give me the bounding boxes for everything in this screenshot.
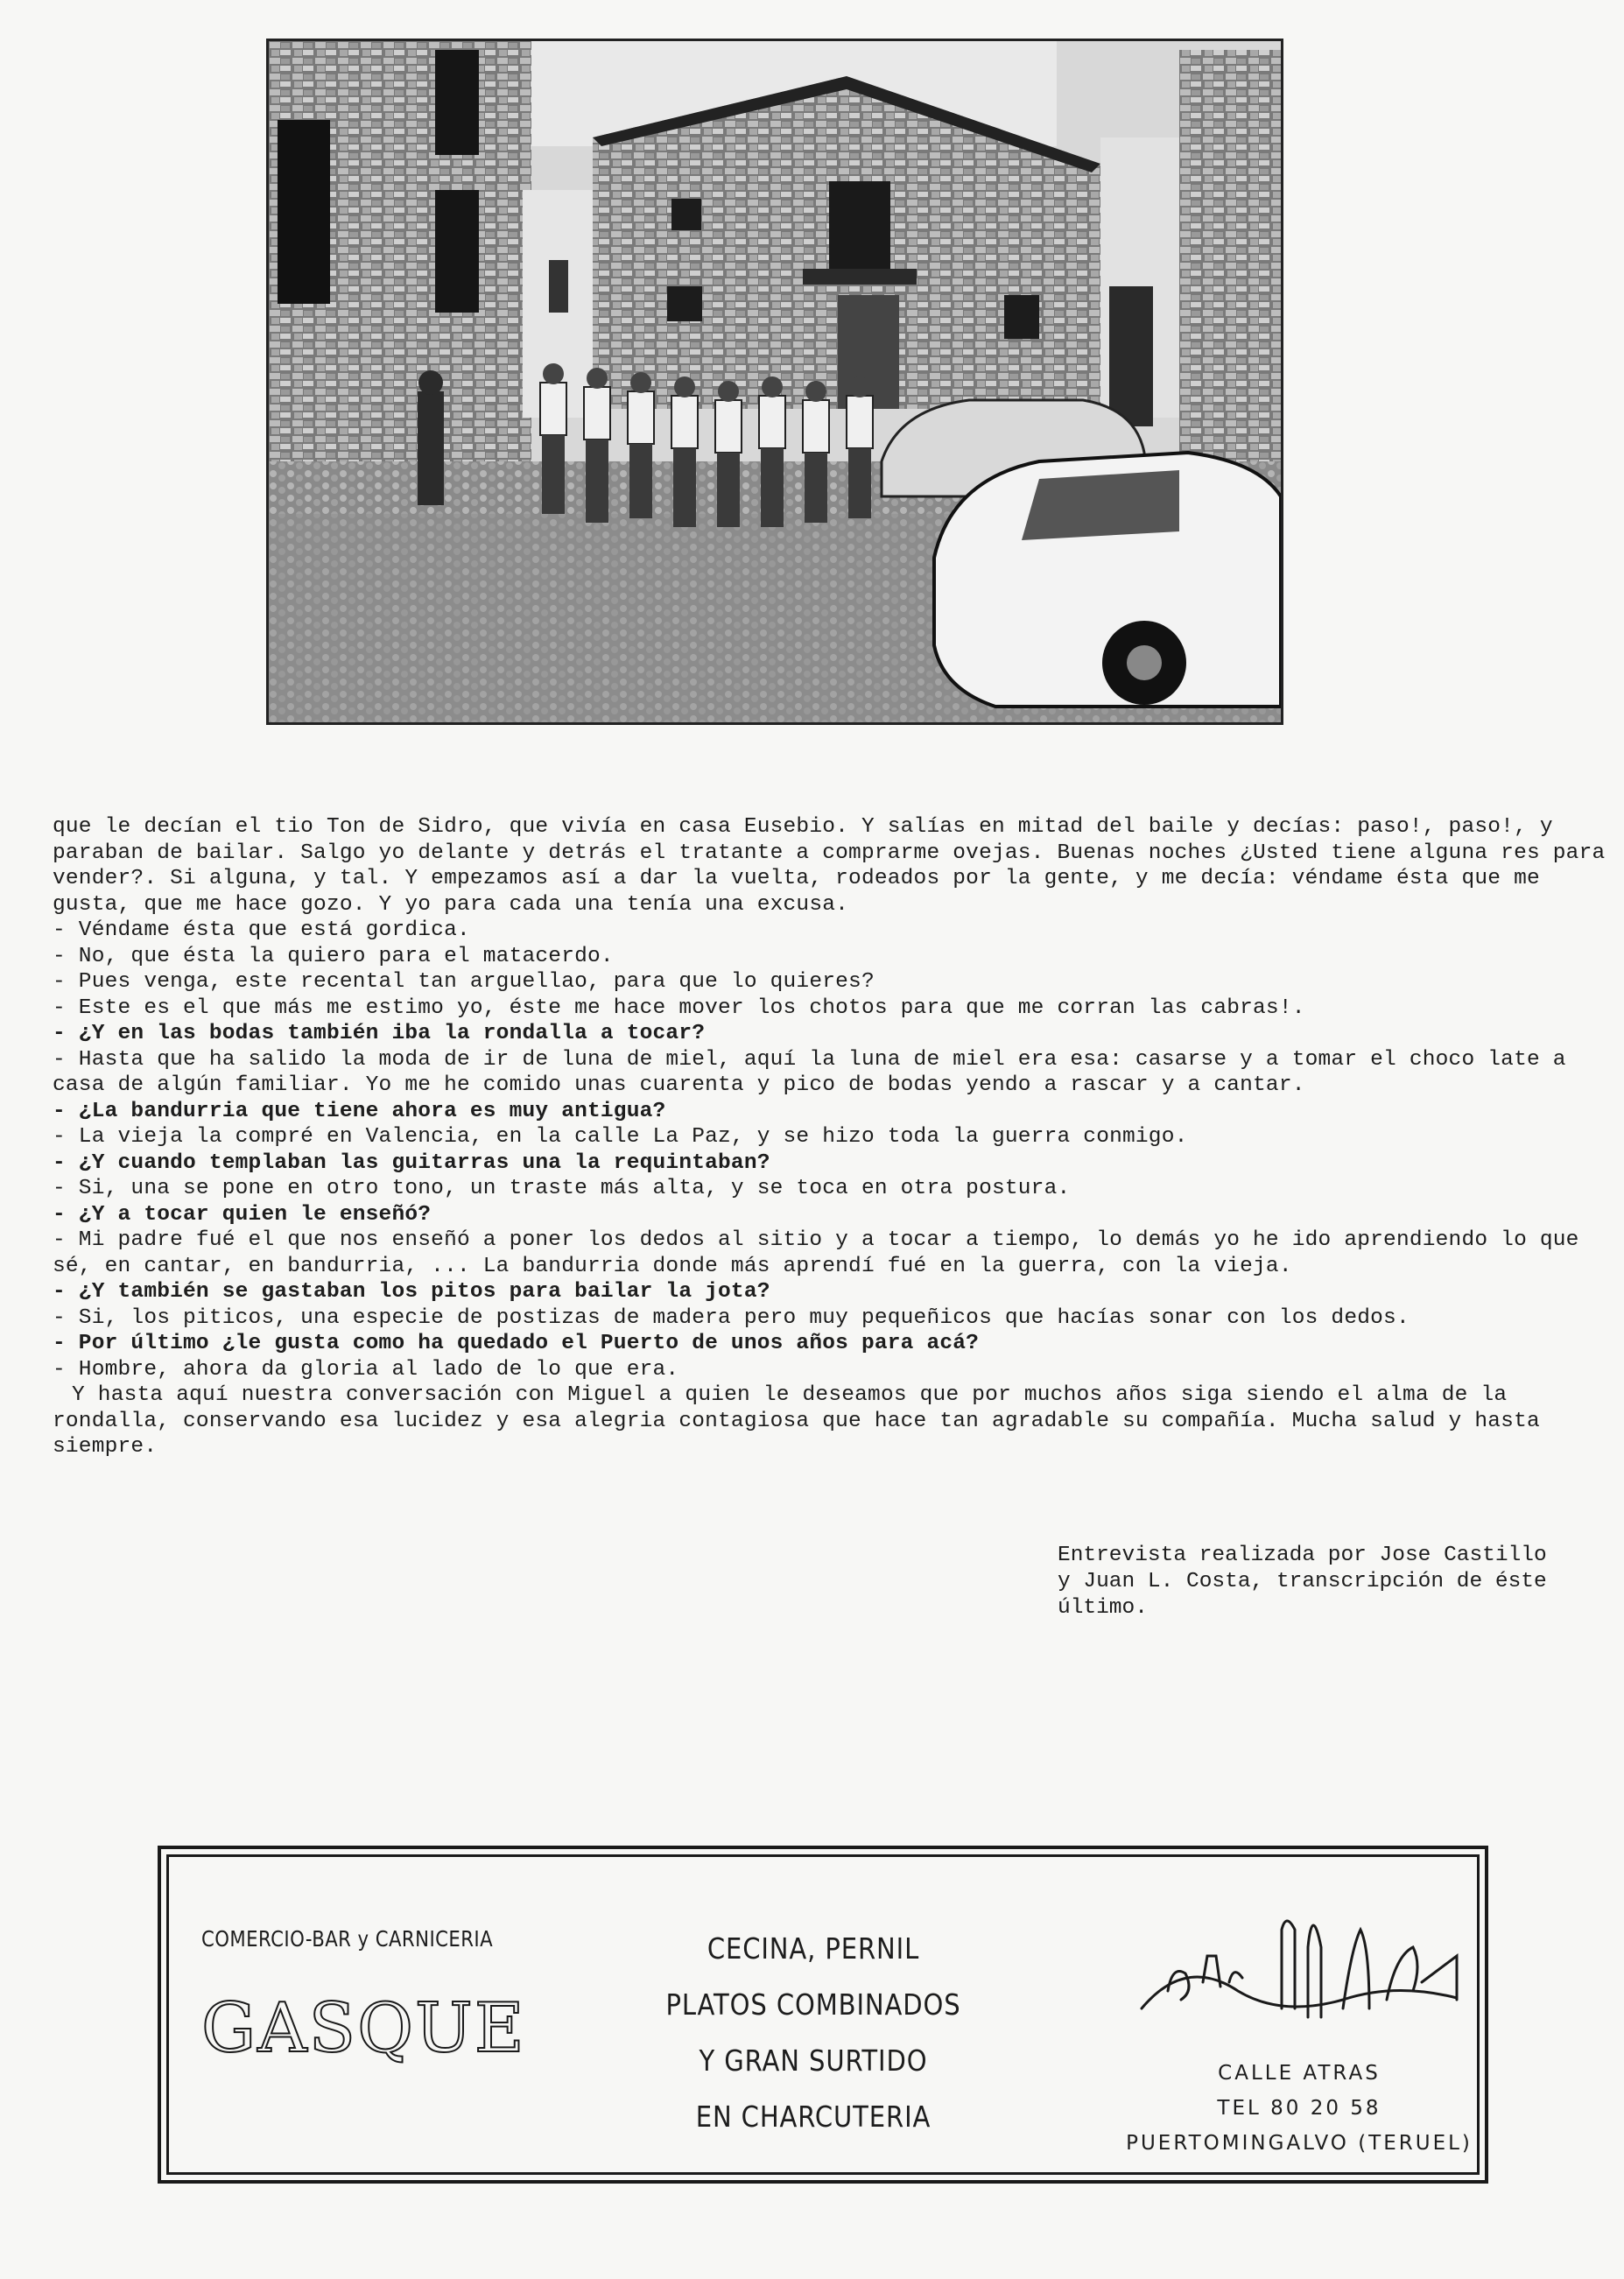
interview-line: - Si, los piticos, una especie de postizas de madera pero muy pequeñicos que hacías sonar con los dedos. <box>53 1305 1410 1330</box>
interview-line: - Mi padre fué el que nos enseñó a poner los dedos al sitio y a tocar a tiempo, lo demás yo he ido aprendiendo lo que sé, en cantar, en bandurria, ... La bandurria donde más aprendí fué en la guerra, con la vieja. <box>53 1228 1592 1278</box>
gasque-advertisement <box>158 1846 1488 2184</box>
street-photo-illustration <box>269 41 1281 722</box>
ad-product-line: CECINA, PERNIL <box>707 1931 920 1966</box>
interview-line: - Si, una se pone en otro tono, un traste más alta, y se toca en otra postura. <box>53 1177 1071 1200</box>
ad-product-line: PLATOS COMBINADOS <box>665 1987 961 2022</box>
closing-paragraph: Y hasta aquí nuestra conversación con Miguel a quien le deseamos que por muchos años siga siendo el alma de la rondalla, conservando esa lucidez y esa alegria contagiosa que hace tan agradable su compañía. Mucha salud y hasta siempre. <box>53 1383 1553 1459</box>
ad-business-name: GASQUE <box>201 1989 526 2068</box>
interview-line: - Este es el que más me estimo yo, éste me hace mover los chotos para que me corran las cabras!. <box>53 995 1305 1020</box>
interview-text <box>53 814 1619 1460</box>
street-photo <box>266 39 1283 725</box>
credit-line: Entrevista realizada por Jose Castillo <box>1058 1544 1547 1567</box>
interview-line: - Hombre, ahora da gloria al lado de lo que era. <box>53 1357 679 1382</box>
interview-question: - Por último ¿le gusta como ha quedado el Puerto de unos años para acá? <box>53 1332 980 1355</box>
ad-product-line: Y GRAN SURTIDO <box>699 2043 928 2078</box>
interview-question: - ¿Y a tocar quien le enseñó? <box>53 1202 432 1227</box>
interview-question: - ¿La bandurria que tiene ahora es muy antigua? <box>53 1099 666 1123</box>
ad-address <box>1115 2056 1483 2161</box>
ad-address-line: TEL 80 20 58 <box>1217 2097 1381 2120</box>
ad-subtitle: COMERCIO-BAR y CARNICERIA <box>201 1926 494 1952</box>
interview-question: - ¿Y en las bodas también iba la rondalla a tocar? <box>53 1022 706 1045</box>
interview-line: - Pues venga, este recental tan arguellao, para que lo quieres? <box>53 970 875 994</box>
ad-address-line: CALLE ATRAS <box>1218 2062 1381 2085</box>
interview-question: - ¿Y también se gastaban los pitos para bailar la jota? <box>53 1280 770 1304</box>
interview-line: - No, que ésta la quiero para el matacerdo. <box>53 944 614 968</box>
interview-line: - Hasta que ha salido la moda de ir de luna de miel, aquí la luna de miel era esa: casarse y a tomar el choco late a casa de algún familiar. Yo me he comido unas cuarenta y pico de bodas yendo a rascar y a cantar. <box>53 1047 1579 1097</box>
ad-product-line: EN CHARCUTERIA <box>695 2100 932 2134</box>
interview-credit <box>1058 1543 1618 1621</box>
interview-line: - Véndame ésta que está gordica. <box>53 918 470 942</box>
bottles-drawing-icon <box>1133 1895 1466 2026</box>
ad-products <box>640 1921 987 2145</box>
interview-line: que le decían el tio Ton de Sidro, que vivía en casa Eusebio. Y salías en mitad del baile y decías: paso!, paso!, y paraban de bailar. Salgo yo delante y detrás el tratante a comprarme ovejas. Buenas noches ¿Usted tiene alguna res para vender?. Si alguna, y tal. Y empezamos así a dar la vuelta, rodeados por la gente, y me decía: véndame ésta que me gusta, que me hace gozo. Y yo para cada una tenía una excusa. <box>53 815 1619 917</box>
credit-line: último. <box>1058 1596 1148 1620</box>
interview-line: - La vieja la compré en Valencia, en la calle La Paz, y se hizo toda la guerra conmigo. <box>53 1125 1188 1149</box>
ad-address-line: PUERTOMINGALVO (TERUEL) <box>1126 2132 1473 2155</box>
interview-question: - ¿Y cuando templaban las guitarras una la requintaban? <box>53 1150 770 1175</box>
credit-line: y Juan L. Costa, transcripción de éste <box>1058 1570 1547 1593</box>
